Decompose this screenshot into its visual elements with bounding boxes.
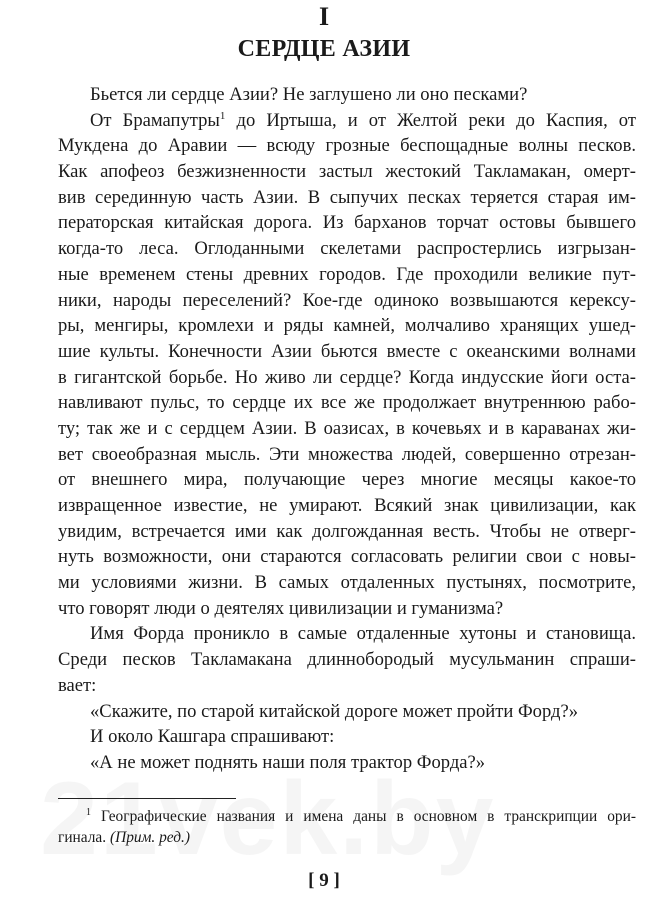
footnote-reference[interactable]: 1 [219, 109, 226, 122]
text-line: И около Кашгара спрашивают: [90, 726, 335, 748]
body-text [58, 82, 636, 776]
text-line: вает: [58, 674, 97, 696]
chapter-number: I [318, 2, 330, 31]
text-line: увидим, встречается ими как долгожданная весть. Чтобы не отверг- [58, 520, 636, 542]
footnote [58, 806, 636, 848]
text-line [58, 108, 636, 134]
footnote-line [58, 827, 636, 848]
text-line: извращенное известие, не умирают. Всякий знак цивилизации, как [58, 495, 636, 516]
text-line: шие культы. Конечности Азии бьются вместе с океанскими волнами [58, 340, 636, 362]
text-line: от внешнего мира, получающие через многие месяцы какое-то [58, 469, 636, 491]
footnote-text: Географические названия и имена даны в основном в транскрипции ори- [101, 808, 636, 825]
footnote-line [58, 806, 636, 827]
text-line: когда-то леса. Оглоданными скелетами распростерлись изгрызан- [58, 238, 636, 260]
footnote-text: гинала. [58, 829, 110, 846]
text-line: что говорят люди о деятелях цивилизации и гуманизма? [58, 597, 504, 619]
text-line: «Скажите, по старой китайской дороге может пройти Форд?» [90, 700, 579, 722]
footnote-editor-note: (Прим. ред.) [109, 829, 191, 846]
footnote-marker: 1 [86, 807, 91, 818]
text-line: Среди песков Такламакана длиннобородый мусульманин спраши- [58, 649, 636, 671]
text-line: Имя Форда проникло в самые отдаленные хутоны и становища. [90, 623, 636, 645]
text-line: Мукдена до Аравии — всюду грозные беспощадные волны песков. [58, 135, 636, 157]
text-line: ми условиями жизни. В самых отдаленных пустынях, посмотрите, [58, 572, 636, 594]
text-fragment: до Иртыша, и от Желтой реки до Каспия, от [225, 109, 636, 131]
text-line: ту; так же и с сердцем Азии. В оазисах, в кочевьях и в караванах жи- [58, 417, 636, 439]
chapter-title: СЕРДЦЕ АЗИИ [237, 36, 411, 62]
text-line: в гигантской борьбе. Но живо ли сердце? Когда индусские йоги оста- [58, 366, 636, 388]
text-line: навливают пульс, то сердце их все же продолжает внутреннюю рабо- [58, 392, 636, 414]
text-line: вив серединную часть Азии. В сыпучих песках теряется старая им- [58, 186, 636, 208]
text-line: «А не может поднять наши поля трактор Форда?» [90, 751, 486, 773]
text-line: нуть возможности, они стараются согласовать религии свои с новы- [58, 546, 636, 568]
text-line: вет своеобразная мысль. Эти множества людей, совершенно отрезан- [58, 443, 636, 465]
footnote-separator [58, 798, 236, 799]
text-line: ные временем стены древних городов. Где проходили великие пут- [58, 263, 636, 285]
text-line: Как апофеоз безжизненности застыл жестокий Такламакан, омерт- [58, 161, 636, 183]
text-line: ники, народы переселений? Кое-где одиноко возвышаются керексу- [58, 289, 636, 311]
text-line: ператорская китайская дорога. Из барханов торчат остовы бывшего [58, 212, 636, 234]
text-fragment: От Брамапутры [90, 109, 220, 131]
text-line: Бьется ли сердце Азии? Не заглушено ли оно песками? [90, 84, 528, 105]
text-line: ры, менгиры, кромлехи и ряды камней, молчаливо хранящих ушед- [58, 315, 636, 337]
page-number: [ 9 ] [308, 870, 340, 891]
